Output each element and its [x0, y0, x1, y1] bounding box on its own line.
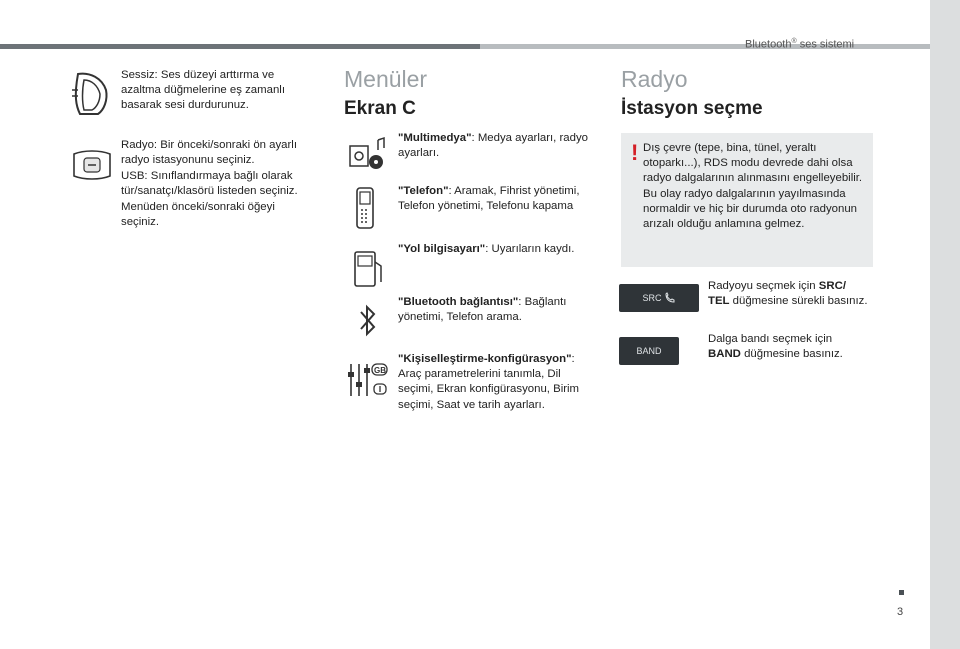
radio-text: Radyo: Bir önceki/sonraki ön ayarlı radyo istasyonunu seçiniz. — [121, 139, 298, 167]
menu-item-phone: "Telefon": Aramak, Fihrist yönetimi, Telefon yönetimi, Telefonu kapama — [398, 185, 580, 213]
gb-badge-text: GB — [374, 366, 386, 375]
phone-icon — [353, 186, 377, 230]
section-title: Bluetooth® ses sistemi — [745, 38, 855, 51]
screen-c-heading: Ekran C — [344, 98, 416, 119]
src-tel-button — [619, 284, 699, 312]
band-button: BAND — [619, 337, 679, 365]
src-button-label: SRC — [642, 293, 662, 303]
station-select-heading: İstasyon seçme — [621, 98, 763, 119]
header-rule-dark — [0, 44, 480, 49]
page-number: 3 — [897, 606, 904, 618]
steering-control-mute-icon — [70, 70, 112, 116]
header-rule-light — [480, 44, 930, 49]
menus-heading: Menüler — [344, 66, 428, 92]
personalization-config-icon — [346, 360, 390, 400]
warning-icon: ! — [631, 140, 639, 165]
warning-text: Dış çevre (tepe, bina, tünel, yeraltı otoparkı...), RDS modu devrede dahi olsa radyo dalgalarının alınmasını engelleyebilir. Bu olay radyo dalgalarının yayılmasında normaldir ve hiç bir durumda oto radyonun arızalı olduğu anlamına gelmez. — [643, 142, 863, 231]
band-text: Dalga bandı seçmek için BAND düğmesine basınız. — [708, 333, 843, 361]
bluetooth-icon — [358, 303, 378, 339]
side-strip — [930, 0, 960, 649]
menu-item-trip-computer: "Yol bilgisayarı": Uyarıların kaydı. — [398, 243, 575, 255]
menu-item-personalization: "Kişiselleştirme-konfigürasyon": Araç parametrelerini tanımla, Dil seçimi, Ekran konfigürasyonu, Birim seçimi, Saat ve tarih ayarları. — [398, 353, 580, 411]
page-dot — [899, 590, 904, 595]
trip-computer-icon — [351, 248, 385, 288]
menu-item-bluetooth: "Bluetooth bağlantısı": Bağlantı yönetimi, Telefon arama. — [398, 296, 567, 324]
multimedia-icon — [348, 136, 388, 170]
src-text: Radyoyu seçmek için SRC/ TEL düğmesine sürekli basınız. — [708, 280, 868, 308]
usb-text: USB: Sınıflandırmaya bağlı olarak tür/sanatçı/klasörü listeden seçiniz. — [121, 170, 298, 198]
phone-handset-icon — [664, 292, 676, 304]
menu-item-multimedia: "Multimedya": Medya ayarları, radyo ayarları. — [398, 132, 588, 160]
mute-text: Sessiz: Ses düzeyi arttırma ve azaltma düğmelerine eş zamanlı basarak sesi durdurunuz. — [121, 69, 285, 112]
radio-heading: Radyo — [621, 66, 688, 92]
steering-control-radio-icon — [70, 148, 114, 182]
menu-nav-text: Menüden önceki/sonraki öğeyi seçiniz. — [121, 201, 275, 229]
